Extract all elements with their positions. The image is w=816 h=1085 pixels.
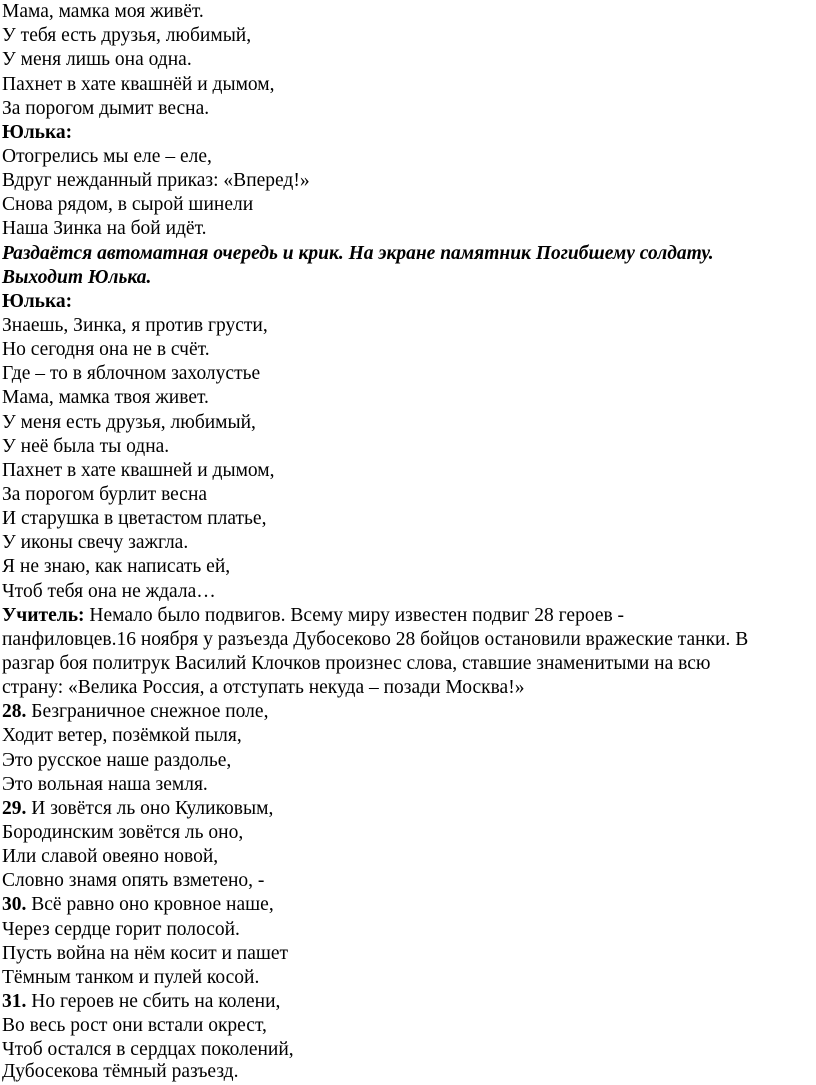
text-line: Мама, мамка моя живёт. xyxy=(2,1,204,22)
text-line: Это русское наше раздолье, xyxy=(2,750,232,771)
text-line: Наша Зинка на бой идёт. xyxy=(2,218,207,239)
text-line: Дубосекова тёмный разъезд. xyxy=(2,1061,239,1082)
text-line: За порогом дымит весна. xyxy=(2,98,210,119)
text-line: У тебя есть друзья, любимый, xyxy=(2,25,252,46)
stage-direction: Выходит Юлька. xyxy=(2,267,152,288)
text-line: Чтоб тебя она не ждала… xyxy=(2,581,216,602)
verse-number: 30. xyxy=(2,894,27,915)
numbered-line xyxy=(2,700,268,724)
text-span: И зовётся ль оно Куликовым, xyxy=(26,798,274,819)
text-line: Тёмным танком и пулей косой. xyxy=(2,967,260,988)
verse-number: 29. xyxy=(2,798,27,819)
text-line: Где – то в яблочном захолустье xyxy=(2,363,261,384)
speaker-line xyxy=(2,604,624,628)
speaker-label: Юлька: xyxy=(2,291,73,312)
text-line: Ходит ветер, позёмкой пыля, xyxy=(2,725,242,746)
text-line: Мама, мамка твоя живет. xyxy=(2,387,209,408)
text-line: Или славой овеяно новой, xyxy=(2,846,219,867)
text-line: Чтоб остался в сердцах поколений, xyxy=(2,1039,294,1060)
text-line: Вдруг нежданный приказ: «Вперед!» xyxy=(2,170,310,191)
text-line: Это вольная наша земля. xyxy=(2,774,208,795)
text-line: У иконы свечу зажгла. xyxy=(2,532,189,553)
speaker-label: Учитель: xyxy=(2,605,85,626)
verse-number: 31. xyxy=(2,991,27,1012)
text-line: Знаешь, Зинка, я против грусти, xyxy=(2,315,268,336)
text-line: Пусть война на нём косит и пашет xyxy=(2,943,289,964)
numbered-line xyxy=(2,893,274,917)
text-line: Отогрелись мы еле – еле, xyxy=(2,146,212,167)
text-line: И старушка в цветастом платье, xyxy=(2,508,267,529)
text-line: Бородинским зовётся ль оно, xyxy=(2,822,244,843)
text-line: У неё была ты одна. xyxy=(2,436,170,457)
numbered-line xyxy=(2,990,280,1014)
text-line: Я не знаю, как написать ей, xyxy=(2,556,231,577)
text-line: Во весь рост они встали окрест, xyxy=(2,1015,267,1036)
stage-direction: Раздаётся автоматная очередь и крик. На экране памятник Погибшему солдату. xyxy=(2,243,714,264)
verse-number: 28. xyxy=(2,701,27,722)
speaker-label: Юлька: xyxy=(2,122,73,143)
text-line: страну: «Велика Россия, а отступать некуда – позади Москва!» xyxy=(2,677,525,698)
text-line: Пахнет в хате квашней и дымом, xyxy=(2,460,275,481)
text-span: Всё равно оно кровное наше, xyxy=(26,894,274,915)
text-span: Безграничное снежное поле, xyxy=(26,701,269,722)
text-line: Через сердце горит полосой. xyxy=(2,919,240,940)
text-line: У меня есть друзья, любимый, xyxy=(2,412,256,433)
text-line: Снова рядом, в сырой шинели xyxy=(2,194,254,215)
text-line: За порогом бурлит весна xyxy=(2,484,208,505)
text-span: Но героев не сбить на колени, xyxy=(26,991,281,1012)
text-line: панфиловцев.16 ноября у разъезда Дубосеково 28 бойцов остановили вражеские танки. В xyxy=(2,629,749,650)
text-line: разгар боя политрук Василий Клочков произнес слова, ставшие знаменитыми на всю xyxy=(2,653,711,674)
text-line: У меня лишь она одна. xyxy=(2,49,192,70)
numbered-line xyxy=(2,797,273,821)
text-line: Но сегодня она не в счёт. xyxy=(2,339,210,360)
text-line: Пахнет в хате квашнёй и дымом, xyxy=(2,74,275,95)
text-line: Словно знамя опять взметено, - xyxy=(2,870,265,891)
text-span: Немало было подвигов. Всему миру известен подвиг 28 героев - xyxy=(84,605,625,626)
